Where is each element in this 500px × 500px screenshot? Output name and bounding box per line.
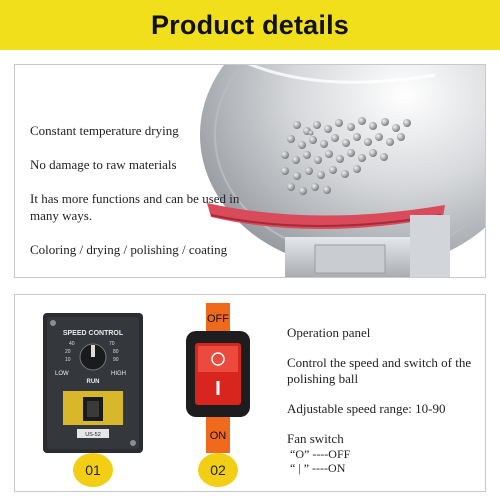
scale-label: 90: [113, 357, 119, 363]
scale-label: 70: [109, 341, 115, 347]
fan-off-line: “O” ----OFF: [290, 447, 351, 461]
low-label: LOW: [55, 371, 69, 377]
feature-panel: [14, 64, 486, 278]
fan-heading: Fan switch: [287, 431, 344, 446]
speed-range: Adjustable speed range: 10-90: [287, 401, 446, 416]
feature-item: Constant temperature drying: [30, 123, 179, 138]
scale-label: 80: [113, 349, 119, 355]
operation-heading: Operation panel: [287, 325, 371, 340]
fan-on-line: “ | ” ----ON: [290, 461, 346, 475]
control-description: Control the speed and switch of the polishing ball: [287, 355, 472, 386]
scale-label: 40: [69, 341, 75, 347]
high-label: HIGH: [111, 371, 126, 377]
feature-list: [30, 122, 260, 275]
feature-item: It has more functions and can be used in many ways.: [30, 191, 240, 223]
switch-off-label: OFF: [207, 313, 229, 325]
page-title: Product details: [150, 9, 350, 40]
scale-label: 20: [65, 349, 71, 355]
run-label: RUN: [86, 379, 100, 385]
scale-label: 10: [65, 357, 71, 363]
feature-item: Coloring / drying / polishing / coating: [30, 242, 228, 257]
badge-01: 01: [73, 453, 113, 487]
speed-controller-image: [43, 313, 143, 453]
header-banner: [0, 0, 500, 50]
operation-text: [287, 325, 482, 475]
fan-switch-image: [178, 303, 258, 453]
fan-switch-info: [287, 431, 482, 475]
badge-02: 02: [198, 453, 238, 487]
switch-on-label: ON: [209, 430, 227, 442]
controller-title: SPEED CONTROL: [62, 330, 124, 337]
operation-panel-section: [14, 294, 486, 492]
feature-item: No damage to raw materials: [30, 157, 177, 172]
model-label: US-52: [85, 432, 101, 438]
